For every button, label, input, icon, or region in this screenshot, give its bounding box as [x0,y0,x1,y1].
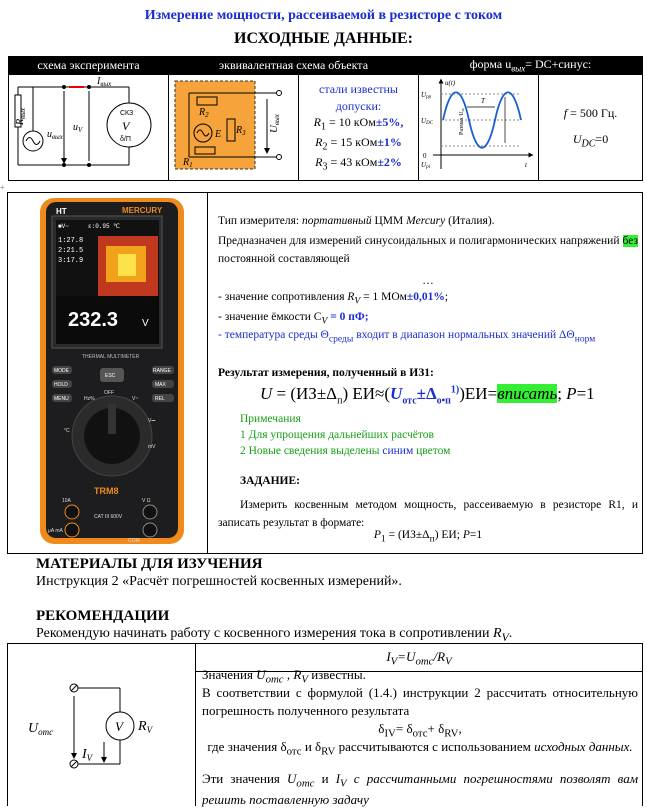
resistance-line: - значение сопротивления $R_V = 1$ МОм±0,01%; [218,291,449,307]
svg-text:Uвых: Uвых [268,114,281,133]
header-equivalent-scheme: эквивалентная схема объекта [169,57,419,75]
r1-tolerance: $R_1 = 10$ кОм±5%, [313,114,404,133]
recommendation-box [7,643,643,806]
svg-text:1:27.8: 1:27.8 [58,237,84,245]
svg-text:Uотс: $U_{отс}$ [28,721,54,737]
svg-text:Upl: Upl [421,161,430,170]
tolerances-cell [299,75,419,181]
task-text: Измерить косвенным методом мощность, рассеиваемую в резисторе R1, и записать результат в формате: [218,499,638,529]
udc-value: $U_{DC}=0$ [572,132,609,150]
svg-text:Hz%: Hz% [84,396,95,402]
svg-text:V Ω: V Ω [142,498,151,504]
instrument-section [7,192,643,554]
svg-text:°C: °C [64,428,70,434]
svg-text:MAX: MAX [155,382,166,388]
experiment-circuit-diagram [9,75,167,175]
materials-text: Инструкция 2 «Расчёт погрешностей косвенных измерений». [36,574,402,589]
svg-text:u(t): u(t) [445,79,456,87]
task-formula: $P_1 = (ИЗ\pm\Delta_п)$ ЕИ; P=1 [373,529,483,545]
known-values: Значения $U_{отс}$ , $R_V$ известны. [202,667,366,686]
svg-text:UDC: UDC [421,117,434,126]
svg-text:Rвых: $R_{вых}$ [15,108,27,125]
page-title: Измерение мощности, рассеиваемой в резисторе с током [144,8,503,23]
svg-text:MODE: MODE [54,368,69,374]
row-marker: + [0,183,5,192]
note-1: 1 Для упрощения дальнейших расчётов [240,429,434,441]
svg-text:3:17.9: 3:17.9 [58,257,84,265]
result-heading: Результат измерения, полученный в ИЗ1: [218,367,434,379]
error-formula: $\delta_{IV}= \delta_{отс}+ \delta_{RV}$, [378,721,462,740]
waveform-diagram [419,75,537,175]
equivalent-circuit-diagram [169,75,297,175]
svg-text:CAT III 600V: CAT III 600V [94,514,123,520]
header-experiment-scheme: схема эксперимента [9,57,169,75]
svg-text:R3: $R_3$ [236,125,246,137]
svg-text:t: t [525,161,527,169]
svg-text:HOLD: HOLD [54,382,68,388]
svg-text:10A: 10A [62,498,71,504]
svg-text:СКЗ: СКЗ [120,110,134,117]
equivalent-scheme-cell [169,75,299,181]
svg-text:V~: V~ [132,396,139,402]
frequency-value: f = 500 Гц. [563,105,618,120]
error-components-text: где значения $\delta_{отс}$ и $\delta_{RV}$ рассчитываются с использованием исходных данных. [207,739,633,758]
meter-purpose: Предназначен для измерений синусоидальных и полигармонических напряжений без постоянной составляющей [218,235,638,265]
svg-text:TRM8: TRM8 [94,486,119,496]
recommendations-heading: РЕКОМЕНДАЦИИ [36,608,170,624]
header-waveform: форма $u_{вых}=$ DC+синус: [419,57,643,75]
current-formula: $I_V=U_{отс}/R_V$ [196,648,642,672]
svg-text:V: V [142,318,149,329]
final-text: Эти значения $U_{отс}$ и $I_V$ с рассчитанными погрешностями позволят вам решить поставленную задачу [202,771,638,808]
ammeter-scheme [18,674,188,774]
experiment-scheme-cell [9,75,169,181]
svg-text:ε:0.95 ℃: ε:0.95 ℃ [88,223,120,230]
svg-text:R1: $R_1$ [183,157,193,169]
svg-text:MERCURY: MERCURY [122,206,163,215]
svg-text:T: T [481,97,485,105]
instruction-text: В соответствии с формулой (1.4.) инструкции 2 рассчитать относительную погрешность полученного результата [202,685,638,718]
ellipsis: … [422,275,434,287]
svg-text:Upp: Upp [421,91,432,100]
svg-text:HT: HT [56,207,67,216]
svg-text:2:21.5: 2:21.5 [58,247,84,255]
svg-text:RV: $R_V$ [138,719,153,735]
svg-text:THERMAL MULTIMETER: THERMAL MULTIMETER [82,354,140,360]
r3-tolerance: $R_3 = 43$ кОм±2% [315,154,402,173]
tolerances-heading: стали известны допуски: [319,82,398,113]
notes-heading: Примечания [240,413,301,425]
svg-text:ESC: ESC [105,373,116,379]
svg-text:V: V [122,119,130,133]
svg-text:0: 0 [423,152,427,160]
svg-text:μA mA: μA mA [48,528,63,534]
recommendations-text: Рекомендую начинать работу с косвенного измерения тока в сопротивлении $R_V$. [36,626,513,644]
source-data-table [8,56,643,181]
temperature-line: - температура среды $\Theta_{среды}$ входит в диапазон нормальных значений $\Delta\Theta_{норм}$ [218,329,596,345]
svg-text:MENU: MENU [54,396,69,402]
result-formula: $U = (ИЗ\pm\Delta_п)$ $ЕИ\approx(U_{отс}\pm\Delta_{о•п}^{1)})ЕИ=вписать$; P=1 [260,384,595,407]
waveform-cell [419,75,539,181]
svg-text:Iвых: $I_{вых}$ [97,76,112,88]
svg-text:REL: REL [155,396,165,402]
svg-text:IV: $I_V$ [82,747,93,763]
materials-heading: МАТЕРИАЛЫ ДЛЯ ИЗУЧЕНИЯ [36,556,263,572]
fill-in-field[interactable]: вписать [497,384,558,403]
task-heading: ЗАДАНИЕ: [240,475,300,487]
svg-text:uвых: $u_{вых}$ [47,129,63,141]
svg-text:mV: mV [148,444,156,450]
svg-text:V⎓: V⎓ [148,418,156,424]
svg-text:RANGE: RANGE [153,368,171,374]
svg-text:E: E [215,129,222,140]
capacitance-line: - значение ёмкости $С_V = 0$ пФ; [218,311,369,327]
svg-text:R2: $R_2$ [199,107,209,119]
page-subtitle: ИСХОДНЫЕ ДАННЫЕ: [234,30,413,47]
r2-tolerance: $R_2 = 15$ кОм±1% [315,134,402,153]
meter-type: Тип измерителя: портативный ЦММ Mercury (Италия). [218,215,495,227]
svg-text:uV: $u_V$ [73,122,83,134]
svg-text:COM: COM [128,538,140,544]
frequency-cell [539,75,643,181]
svg-text:Размах Um: Размах Um [459,108,466,135]
note-2: 2 Новые сведения выделены синим цветом [240,445,451,457]
svg-text:232.3: 232.3 [68,309,119,331]
svg-text:V: V [115,719,123,734]
multimeter-image [38,196,186,546]
svg-text:OFF: OFF [104,390,114,396]
svg-text:■V~: ■V~ [58,223,69,230]
svg-text:δ/Π: δ/Π [120,136,131,143]
